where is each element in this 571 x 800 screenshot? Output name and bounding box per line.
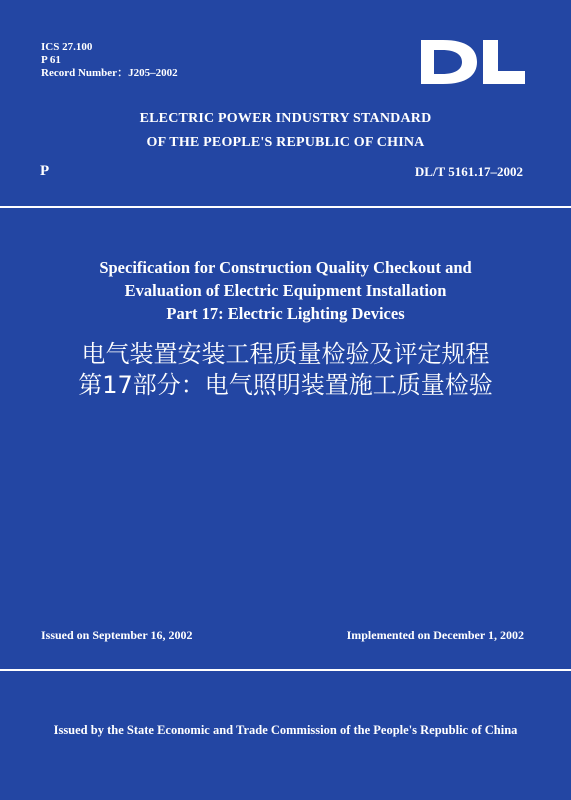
english-title-line1: Specification for Construction Quality Checkout and xyxy=(99,258,472,277)
classification-letter: P xyxy=(40,163,50,179)
standard-title xyxy=(0,107,571,155)
issued-date: Issued on September 16, 2002 xyxy=(41,628,193,642)
standard-code: DL/T 5161.17–2002 xyxy=(414,164,523,179)
chinese-title-line1: 电气装置安装工程质量检验及评定规程 xyxy=(81,340,490,368)
standard-title-line1: ELECTRIC POWER INDUSTRY STANDARD xyxy=(139,111,432,126)
issuer-statement: Issued by the State Economic and Trade Commission of the People's Republic of China xyxy=(53,723,518,737)
bottom-divider xyxy=(0,669,571,671)
top-divider xyxy=(0,206,571,208)
p-code: P 61 xyxy=(41,54,61,66)
english-title-line2: Evaluation of Electric Equipment Installation xyxy=(124,281,447,300)
implemented-date: Implemented on December 1, 2002 xyxy=(346,628,524,642)
chinese-title xyxy=(0,339,571,401)
standard-title-line2: OF THE PEOPLE'S REPUBLIC OF CHINA xyxy=(146,135,425,150)
record-number: Record Number：J205–2002 xyxy=(41,67,178,79)
ics-code: ICS 27.100 xyxy=(41,41,93,53)
english-title-line3: Part 17: Electric Lighting Devices xyxy=(166,304,405,323)
chinese-title-line2: 第17部分：电气照明装置施工质量检验 xyxy=(78,371,493,399)
document-meta xyxy=(41,41,178,80)
dl-logo xyxy=(421,40,525,84)
english-title xyxy=(0,256,571,325)
